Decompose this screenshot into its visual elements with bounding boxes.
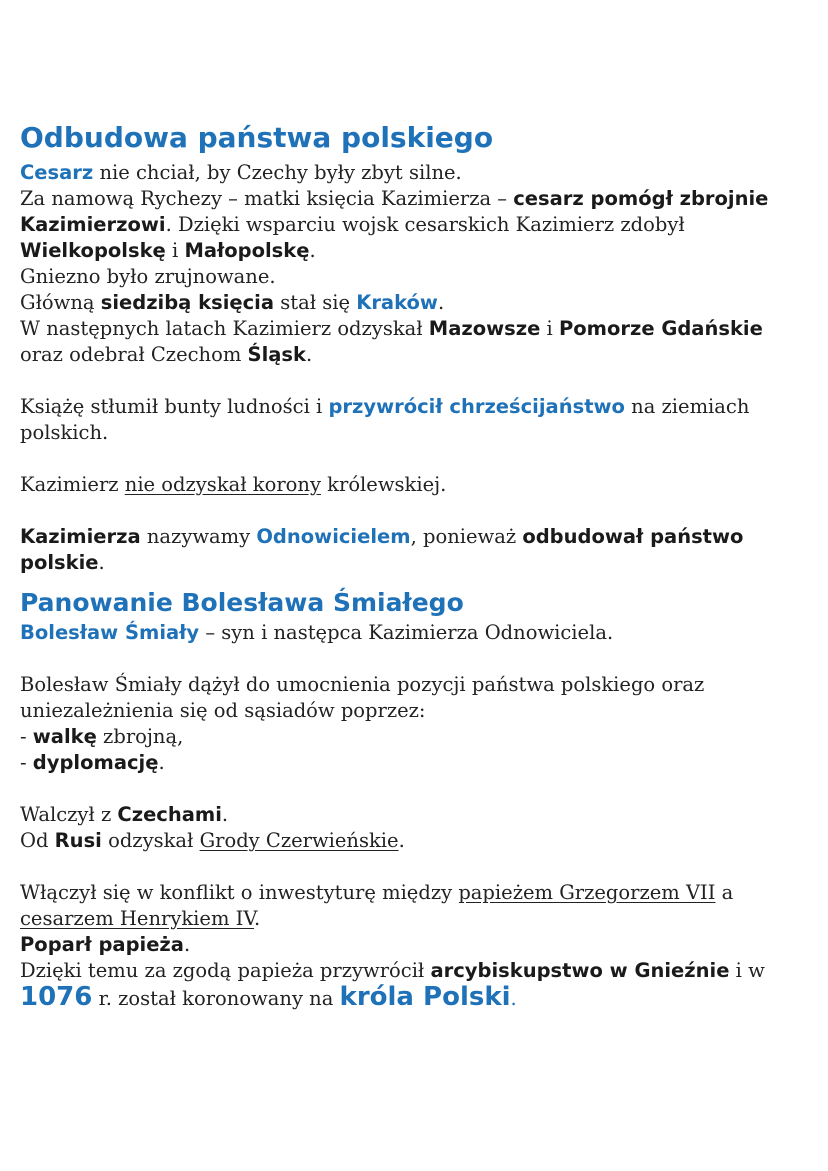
paragraph-korona	[20, 472, 810, 498]
section-title-odbudowa: Odbudowa państwa polskiego	[20, 121, 494, 154]
text: .	[510, 987, 517, 1010]
text: królewskiej.	[320, 473, 447, 496]
text: i	[165, 239, 185, 262]
paragraph-bunty	[20, 394, 810, 446]
term-walke: walkę	[32, 725, 97, 748]
term-krola-polski: króla Polski	[339, 982, 511, 1012]
text: r. został koronowany na	[92, 987, 340, 1010]
text: .	[183, 933, 191, 956]
text: Włączył się w konflikt o inwestyturę między	[20, 881, 459, 904]
text: . Dzięki wsparciu wojsk cesarskich Kazimierz zdobył	[165, 213, 685, 236]
text: .	[254, 907, 261, 930]
text: .	[221, 803, 229, 826]
term-kazimierza: Kazimierza	[20, 525, 141, 548]
text: i	[540, 317, 559, 340]
term-mazowsze: Mazowsze	[428, 317, 541, 340]
term-pomorze: Pomorze Gdańskie	[558, 317, 763, 340]
term-siedziba: siedzibą księcia	[100, 291, 275, 314]
text: odzyskał	[101, 829, 200, 852]
term-rok-1076: 1076	[20, 982, 93, 1012]
term-odbudowal: odbudował państwo polskie	[20, 525, 744, 574]
text: nazywamy	[140, 525, 257, 548]
term-odnowicielem: Odnowicielem	[256, 525, 411, 548]
paragraph-odbudowa	[20, 160, 810, 368]
section-title-boleslaw: Panowanie Bolesława Śmiałego	[20, 588, 464, 617]
list-dash: -	[20, 725, 33, 748]
text: na ziemiach polskich.	[20, 395, 750, 444]
term-krakow: Kraków	[356, 291, 438, 314]
term-cesarzem: cesarzem Henrykiem IV	[20, 907, 255, 930]
term-czechami: Czechami	[117, 803, 222, 826]
text: Książę stłumił bunty ludności i	[20, 395, 329, 418]
text: Bolesław Śmiały dążył do umocnienia pozycji państwa polskiego oraz uniezależnienia się od sąsiadów poprzez:	[20, 673, 705, 722]
text: Walczył z	[20, 803, 118, 826]
term-cesarz-pomogl: cesarz pomógł zbrojnie Kazimierzowi	[20, 187, 769, 236]
paragraph-walki	[20, 802, 810, 854]
text: Główną	[20, 291, 101, 314]
text: Od	[20, 829, 55, 852]
term-wielkopolske: Wielkopolskę	[20, 239, 166, 262]
term-poparl: Poparł papieża	[20, 933, 184, 956]
text: Dzięki temu za zgodą papieża przywrócił	[20, 959, 431, 982]
paragraph-dazenia	[20, 672, 810, 776]
paragraph-inwestytura	[20, 880, 810, 1012]
text: W następnych latach Kazimierz odzyskał	[20, 317, 429, 340]
term-dyplomacje: dyplomację	[32, 751, 159, 774]
term-arcybiskupstwo: arcybiskupstwo w Gnieźnie	[430, 959, 730, 982]
text: .	[398, 829, 405, 852]
term-boleslaw: Bolesław Śmiały	[20, 621, 200, 644]
term-slask: Śląsk	[247, 343, 306, 366]
term-nie-odzyskal: nie odzyskał korony	[124, 473, 321, 496]
text: Kazimierz	[20, 473, 125, 496]
text: stał się	[274, 291, 357, 314]
term-rusi: Rusi	[54, 829, 102, 852]
text: .	[309, 239, 316, 262]
text: .	[98, 551, 105, 574]
list-dash: -	[20, 751, 33, 774]
paragraph-boleslaw-intro	[20, 620, 810, 646]
text: .	[158, 751, 165, 774]
text: , ponieważ	[410, 525, 523, 548]
term-przywrocil: przywrócił chrześcijaństwo	[328, 395, 625, 418]
text: Za namową Rychezy – matki księcia Kazimierza –	[20, 187, 514, 210]
term-grody: Grody Czerwieńskie	[199, 829, 399, 852]
term-malopolske: Małopolskę	[184, 239, 310, 262]
text: a	[715, 881, 734, 904]
text: Gniezno było zrujnowane.	[20, 265, 276, 288]
text: i w	[729, 959, 765, 982]
text: – syn i następca Kazimierza Odnowiciela.	[199, 621, 614, 644]
text: .	[437, 291, 445, 314]
term-papiezem: papieżem Grzegorzem VII	[458, 881, 716, 904]
text: .	[306, 343, 313, 366]
text: oraz odebrał Czechom	[20, 343, 248, 366]
text: nie chciał, by Czechy były zbyt silne.	[93, 161, 462, 184]
term-cesarz: Cesarz	[20, 161, 94, 184]
document-page	[20, 118, 810, 1038]
text: zbrojną,	[96, 725, 184, 748]
paragraph-odnowiciel	[20, 524, 810, 576]
